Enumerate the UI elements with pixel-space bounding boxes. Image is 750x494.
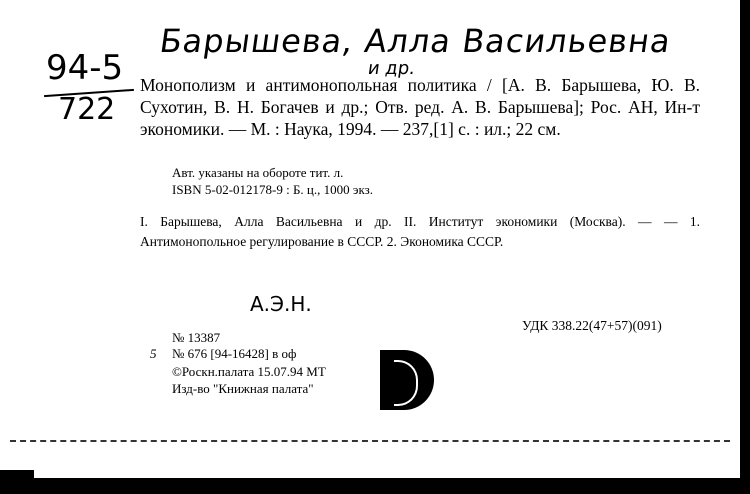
publisher-line: Изд-во "Книжная палата" — [172, 381, 314, 396]
handwritten-author: Барышева, Алла Васильевна — [157, 22, 674, 60]
handwritten-shelf-mark-top: 94-5 — [46, 48, 124, 88]
tracings: I. Барышева, Алла Васильевна и др. II. Институт экономики (Москва). — — 1. Антимонопольное регулирование в СССР. 2. Экономика СССР. — [140, 214, 700, 249]
isbn-line: ISBN 5-02-012178-9 : Б. ц., 1000 экз. — [172, 182, 373, 197]
scan-border-right — [740, 0, 750, 494]
margin-number: 5 — [150, 346, 157, 361]
registration-number-2: № 676 [94-16428] в оф — [172, 346, 297, 361]
authors-note: Авт. указаны на обороте тит. л. — [172, 165, 344, 180]
scan-noise-line — [10, 440, 730, 444]
handwritten-shelf-mark-bottom: 722 — [58, 92, 116, 127]
handwritten-initials: А.Э.Н. — [250, 292, 312, 316]
bibliographic-description: Монополизм и антимонопольная политика / [А. В. Барышева, Ю. В. Сухотин, В. Н. Богачев и др.; Отв. ред. А. В. Барышева]; Рос. АН, Ин-т экономики. — М. : Наука, 1994. — 237,[1] с. : ил.; 22 см. — [140, 75, 700, 139]
copyright-line: ©Роскн.палата 15.07.94 МТ — [172, 364, 326, 379]
registration-number: № 13387 — [172, 330, 221, 345]
scan-border-left — [0, 470, 34, 494]
udk-classification: УДК 338.22(47+57)(091) — [522, 318, 662, 333]
handwritten-et-al: и др. — [366, 58, 417, 79]
scan-border-bottom — [34, 478, 750, 494]
